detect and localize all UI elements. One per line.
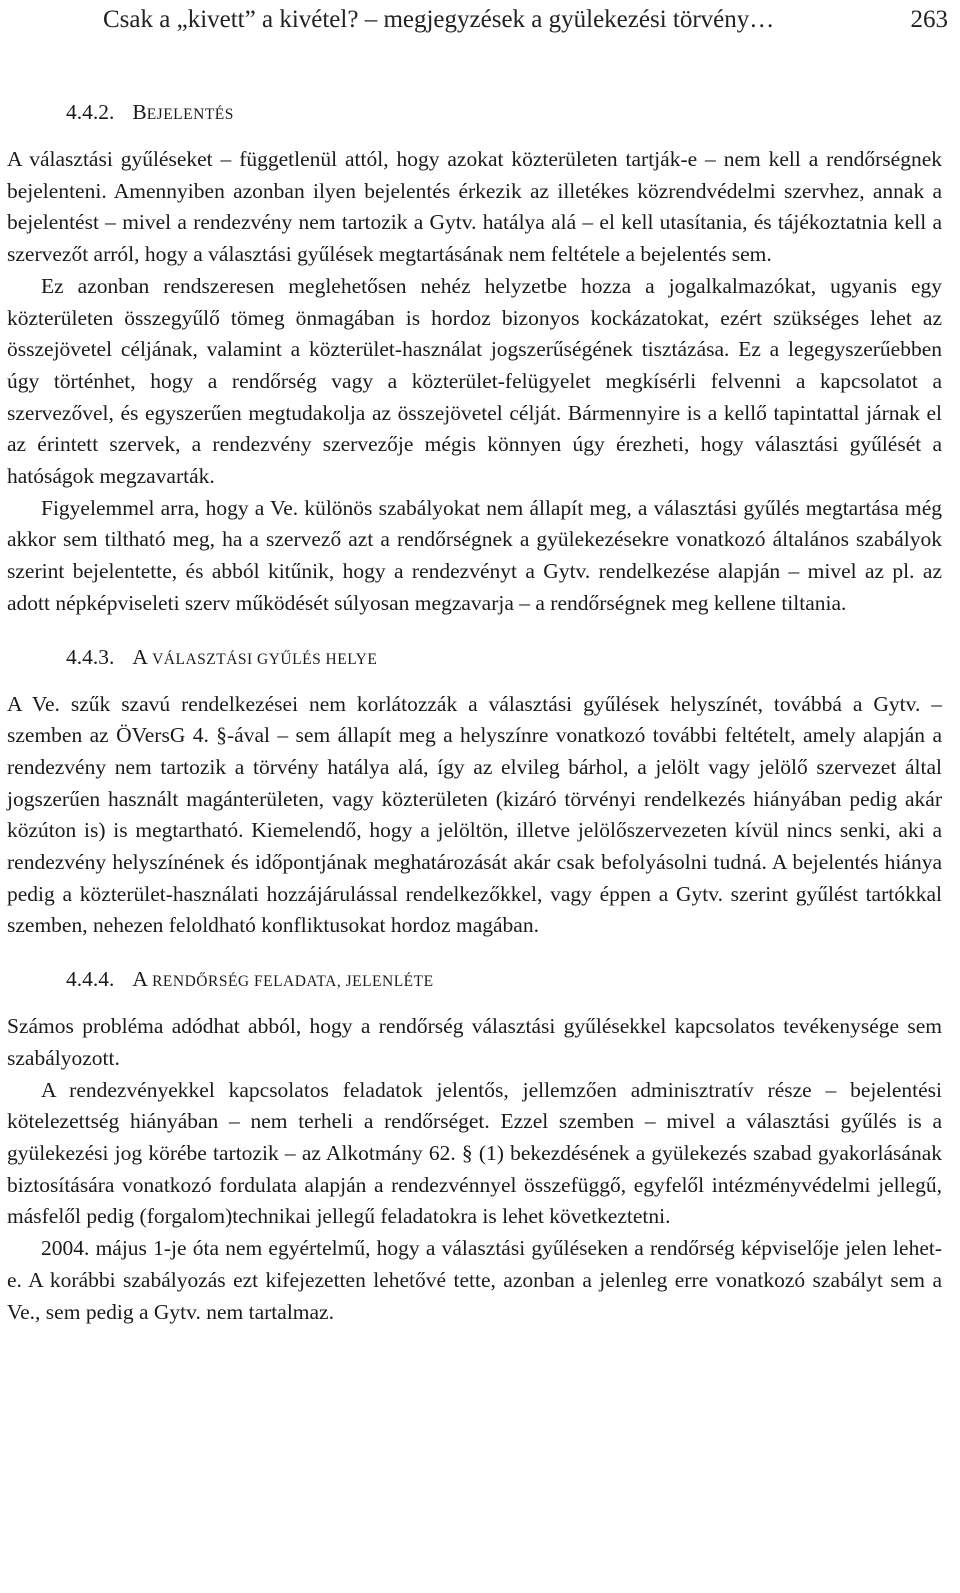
section-title-rest: EJELENTÉS [146, 106, 234, 123]
paragraph: A választási gyűléseket – függetlenül attól, hogy azokat közterületen tartják-e – nem kell a rendőrségnek bejelenteni. Amennyiben azonban ilyen bejelentés érkezik az illetékes közrendvédelmi szervhez, annak a bejelentést – mivel a rendezvény nem tartozik a Gytv. hatálya alá – el kell utasítania, és tájékoztatnia kell a szervezőt arról, hogy a választási gyűlések megtartásának nem feltétele a bejelentés sem. [7, 147, 942, 267]
section-heading-bejelentes [66, 96, 942, 131]
section-title-initial: B [132, 100, 147, 124]
running-header-title: Csak a „kivett” a kivétel? – megjegyzések a gyülekezési törvény… [103, 6, 775, 33]
paragraph: Számos probléma adódhat abból, hogy a rendőrség választási gyűlésekkel kapcsolatos tevékenysége sem szabályozott. [7, 1014, 942, 1070]
section-number: 4.4.2. [66, 100, 115, 124]
paragraph: A Ve. szűk szavú rendelkezései nem korlátozzák a választási gyűlések helyszínét, továbbá a Gytv. – szemben az ÖVersG 4. §-ával – sem állapít meg a helyszínre vonatkozó további feltételt, amely alapján a rendezvény nem tartozik a törvény hatálya alá, így az elvileg bárhol, a jelölt vagy jelölő szervezet által jogszerűen használt magánterületen, vagy közterületen (kizáró törvényi rendelkezés hiányában pedig akár közúton is) is megtartható. Kiemelendő, hogy a jelöltön, illetve jelölőszervezeten kívül nincs senki, aki a rendezvény helyszínének és időpontjának meghatározását akár csak befolyásolni tudná. A bejelentés hiánya pedig a közterület-használati hozzájárulással rendelkezőkkel, vagy éppen a Gytv. szerint gyűlést tartókkal szemben, nehezen feloldható konfliktusokat hordoz magában. [7, 691, 942, 938]
section-heading-rendorseg-feladata [66, 963, 942, 998]
section-number: 4.4.3. [66, 644, 115, 669]
section-title-initial: A [132, 967, 147, 992]
section-spacer [7, 942, 942, 963]
paragraph: Figyelemmel arra, hogy a Ve. különös szabályokat nem állapít meg, a választási gyűlés megtartása még akkor sem tiltható meg, ha a szervező azt a rendőrségnek a gyülekezésekre vonatkozó általános szabályok szerint bejelentette, és abból kitűnik, hogy a rendezvényt a Gytv. rendelkezése alapján – mivel az pl. az adott népképviseleti szerv működését súlyosan megzavarja – a rendőrségnek meg kellene tiltania. [7, 495, 942, 615]
paragraph: 2004. május 1-je óta nem egyértelmű, hogy a választási gyűléseken a rendőrség képviselője jelen lehet-e. A korábbi szabályozás ezt kifejezetten lehetővé tette, azonban a jelenleg erre vonatkozó szabályt sem a Ve., sem pedig a Gytv. nem tartalmaz. [7, 1236, 942, 1324]
section-heading-valasztasi-gyules-helye [66, 641, 942, 676]
section-number: 4.4.4. [66, 967, 115, 992]
section-spacer [7, 620, 942, 641]
body-text [7, 96, 942, 1328]
paragraph: Ez azonban rendszeresen meglehetősen nehéz helyzetbe hozza a jogalkalmazókat, ugyanis egy közterületen összegyűlő tömeg önmagában is hordoz bizonyos kockázatokat, ezért szükséges lehet az összejövetel céljának, valamint a közterület-használat jogszerűségének tisztázása. Ez a legegyszerűebben úgy történhet, hogy a rendőrség vagy a közterület-felügyelet megkísérli felvenni a kapcsolatot a szervezővel, és egyszerűen megtudakolja az összejövetel célját. Bármennyire is a kellő tapintattal járnak el az érintett szervek, a rendezvény szervezője mégis könnyen úgy érezheti, hogy választási gyűlését a hatóságok megzavarták. [7, 273, 942, 489]
section-title-rest: RENDŐRSÉG FELADATA, JELENLÉTE [152, 973, 434, 991]
section-title-initial: A [132, 644, 147, 669]
section-title-rest: VÁLASZTÁSI GYŰLÉS HELYE [152, 650, 378, 668]
paragraph: A rendezvényekkel kapcsolatos feladatok jelentős, jellemzően adminisztratív része – bejelentési kötelezettség hiányában – nem terheli a rendőrséget. Ezzel szemben – mivel a választási gyűlés is a gyülekezési jog körébe tartozik – az Alkotmány 62. § (1) bekezdésének a gyülekezés szabad gyakorlásának biztosítására vonatkozó fordulata alapján a rendezvénnyel összefüggő, egyfelől intézményvédelmi jellegű, másfelől pedig (forgalom)technikai jellegű feladatokra is lehet következtetni. [7, 1077, 942, 1229]
page-number: 263 [910, 6, 948, 33]
